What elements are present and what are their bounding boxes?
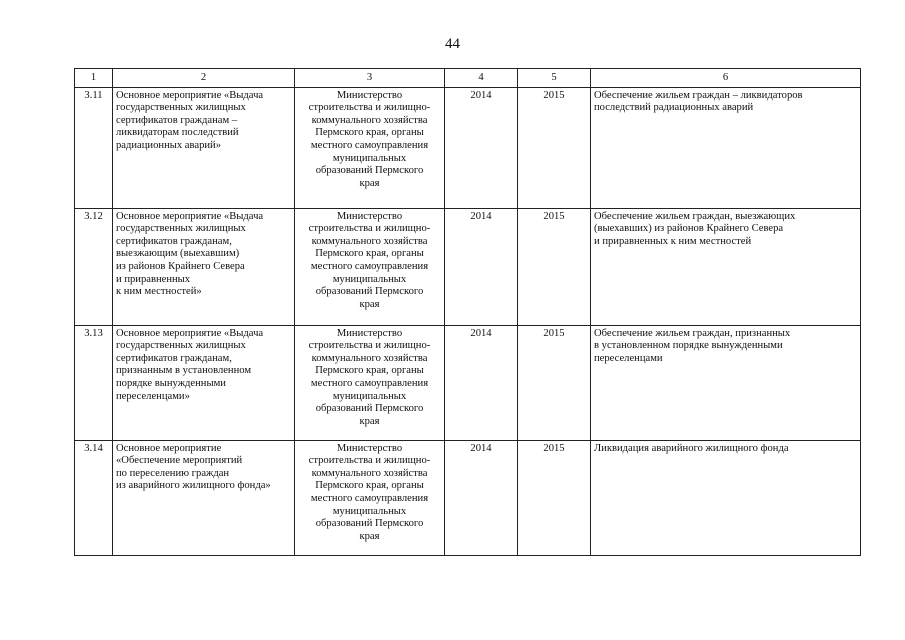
- executor-cell: Министерство строительства и жилищно- коммунального хозяйства Пермского края, органы местного самоуправления муниципальных образований Пермского края: [295, 440, 445, 555]
- row-number-cell: 3.11: [75, 87, 113, 208]
- table-row: [75, 440, 861, 555]
- table-row: [75, 208, 861, 325]
- start-year-cell: 2014: [445, 87, 518, 208]
- result-cell: Обеспечение жильем граждан, признанных в установленном порядке вынужденными переселенцами: [591, 325, 861, 440]
- executor-cell: Министерство строительства и жилищно- коммунального хозяйства Пермского края, органы местного самоуправления муниципальных образований Пермского края: [295, 87, 445, 208]
- column-header: 1: [75, 69, 113, 88]
- end-year-cell: 2015: [518, 325, 591, 440]
- row-number-cell: 3.14: [75, 440, 113, 555]
- executor-cell: Министерство строительства и жилищно- коммунального хозяйства Пермского края, органы местного самоуправления муниципальных образований Пермского края: [295, 208, 445, 325]
- end-year-cell: 2015: [518, 440, 591, 555]
- start-year-cell: 2014: [445, 325, 518, 440]
- table-row: [75, 87, 861, 208]
- executor-cell: Министерство строительства и жилищно- коммунального хозяйства Пермского края, органы местного самоуправления муниципальных образований Пермского края: [295, 325, 445, 440]
- program-measures-table: [74, 68, 861, 556]
- end-year-cell: 2015: [518, 208, 591, 325]
- start-year-cell: 2014: [445, 440, 518, 555]
- table-header-row: [75, 69, 861, 88]
- page-number: 44: [445, 36, 460, 52]
- column-header: 4: [445, 69, 518, 88]
- measure-name-cell: Основное мероприятие «Выдача государственных жилищных сертификатов гражданам, признанным в установленном порядке вынужденными переселенцами»: [113, 325, 295, 440]
- result-cell: Ликвидация аварийного жилищного фонда: [591, 440, 861, 555]
- measure-name-cell: Основное мероприятие «Выдача государственных жилищных сертификатов гражданам, выезжающим (выехавшим) из районов Крайнего Севера и приравненных к ним местностей»: [113, 208, 295, 325]
- row-number-cell: 3.12: [75, 208, 113, 325]
- column-header: 3: [295, 69, 445, 88]
- measure-name-cell: Основное мероприятие «Выдача государственных жилищных сертификатов гражданам – ликвидаторам последствий радиационных аварий»: [113, 87, 295, 208]
- start-year-cell: 2014: [445, 208, 518, 325]
- measure-name-cell: Основное мероприятие «Обеспечение мероприятий по переселению граждан из аварийного жилищного фонда»: [113, 440, 295, 555]
- row-number-cell: 3.13: [75, 325, 113, 440]
- end-year-cell: 2015: [518, 87, 591, 208]
- column-header: 6: [591, 69, 861, 88]
- column-header: 5: [518, 69, 591, 88]
- column-header: 2: [113, 69, 295, 88]
- table-row: [75, 325, 861, 440]
- result-cell: Обеспечение жильем граждан – ликвидаторов последствий радиационных аварий: [591, 87, 861, 208]
- result-cell: Обеспечение жильем граждан, выезжающих (выехавших) из районов Крайнего Севера и приравненных к ним местностей: [591, 208, 861, 325]
